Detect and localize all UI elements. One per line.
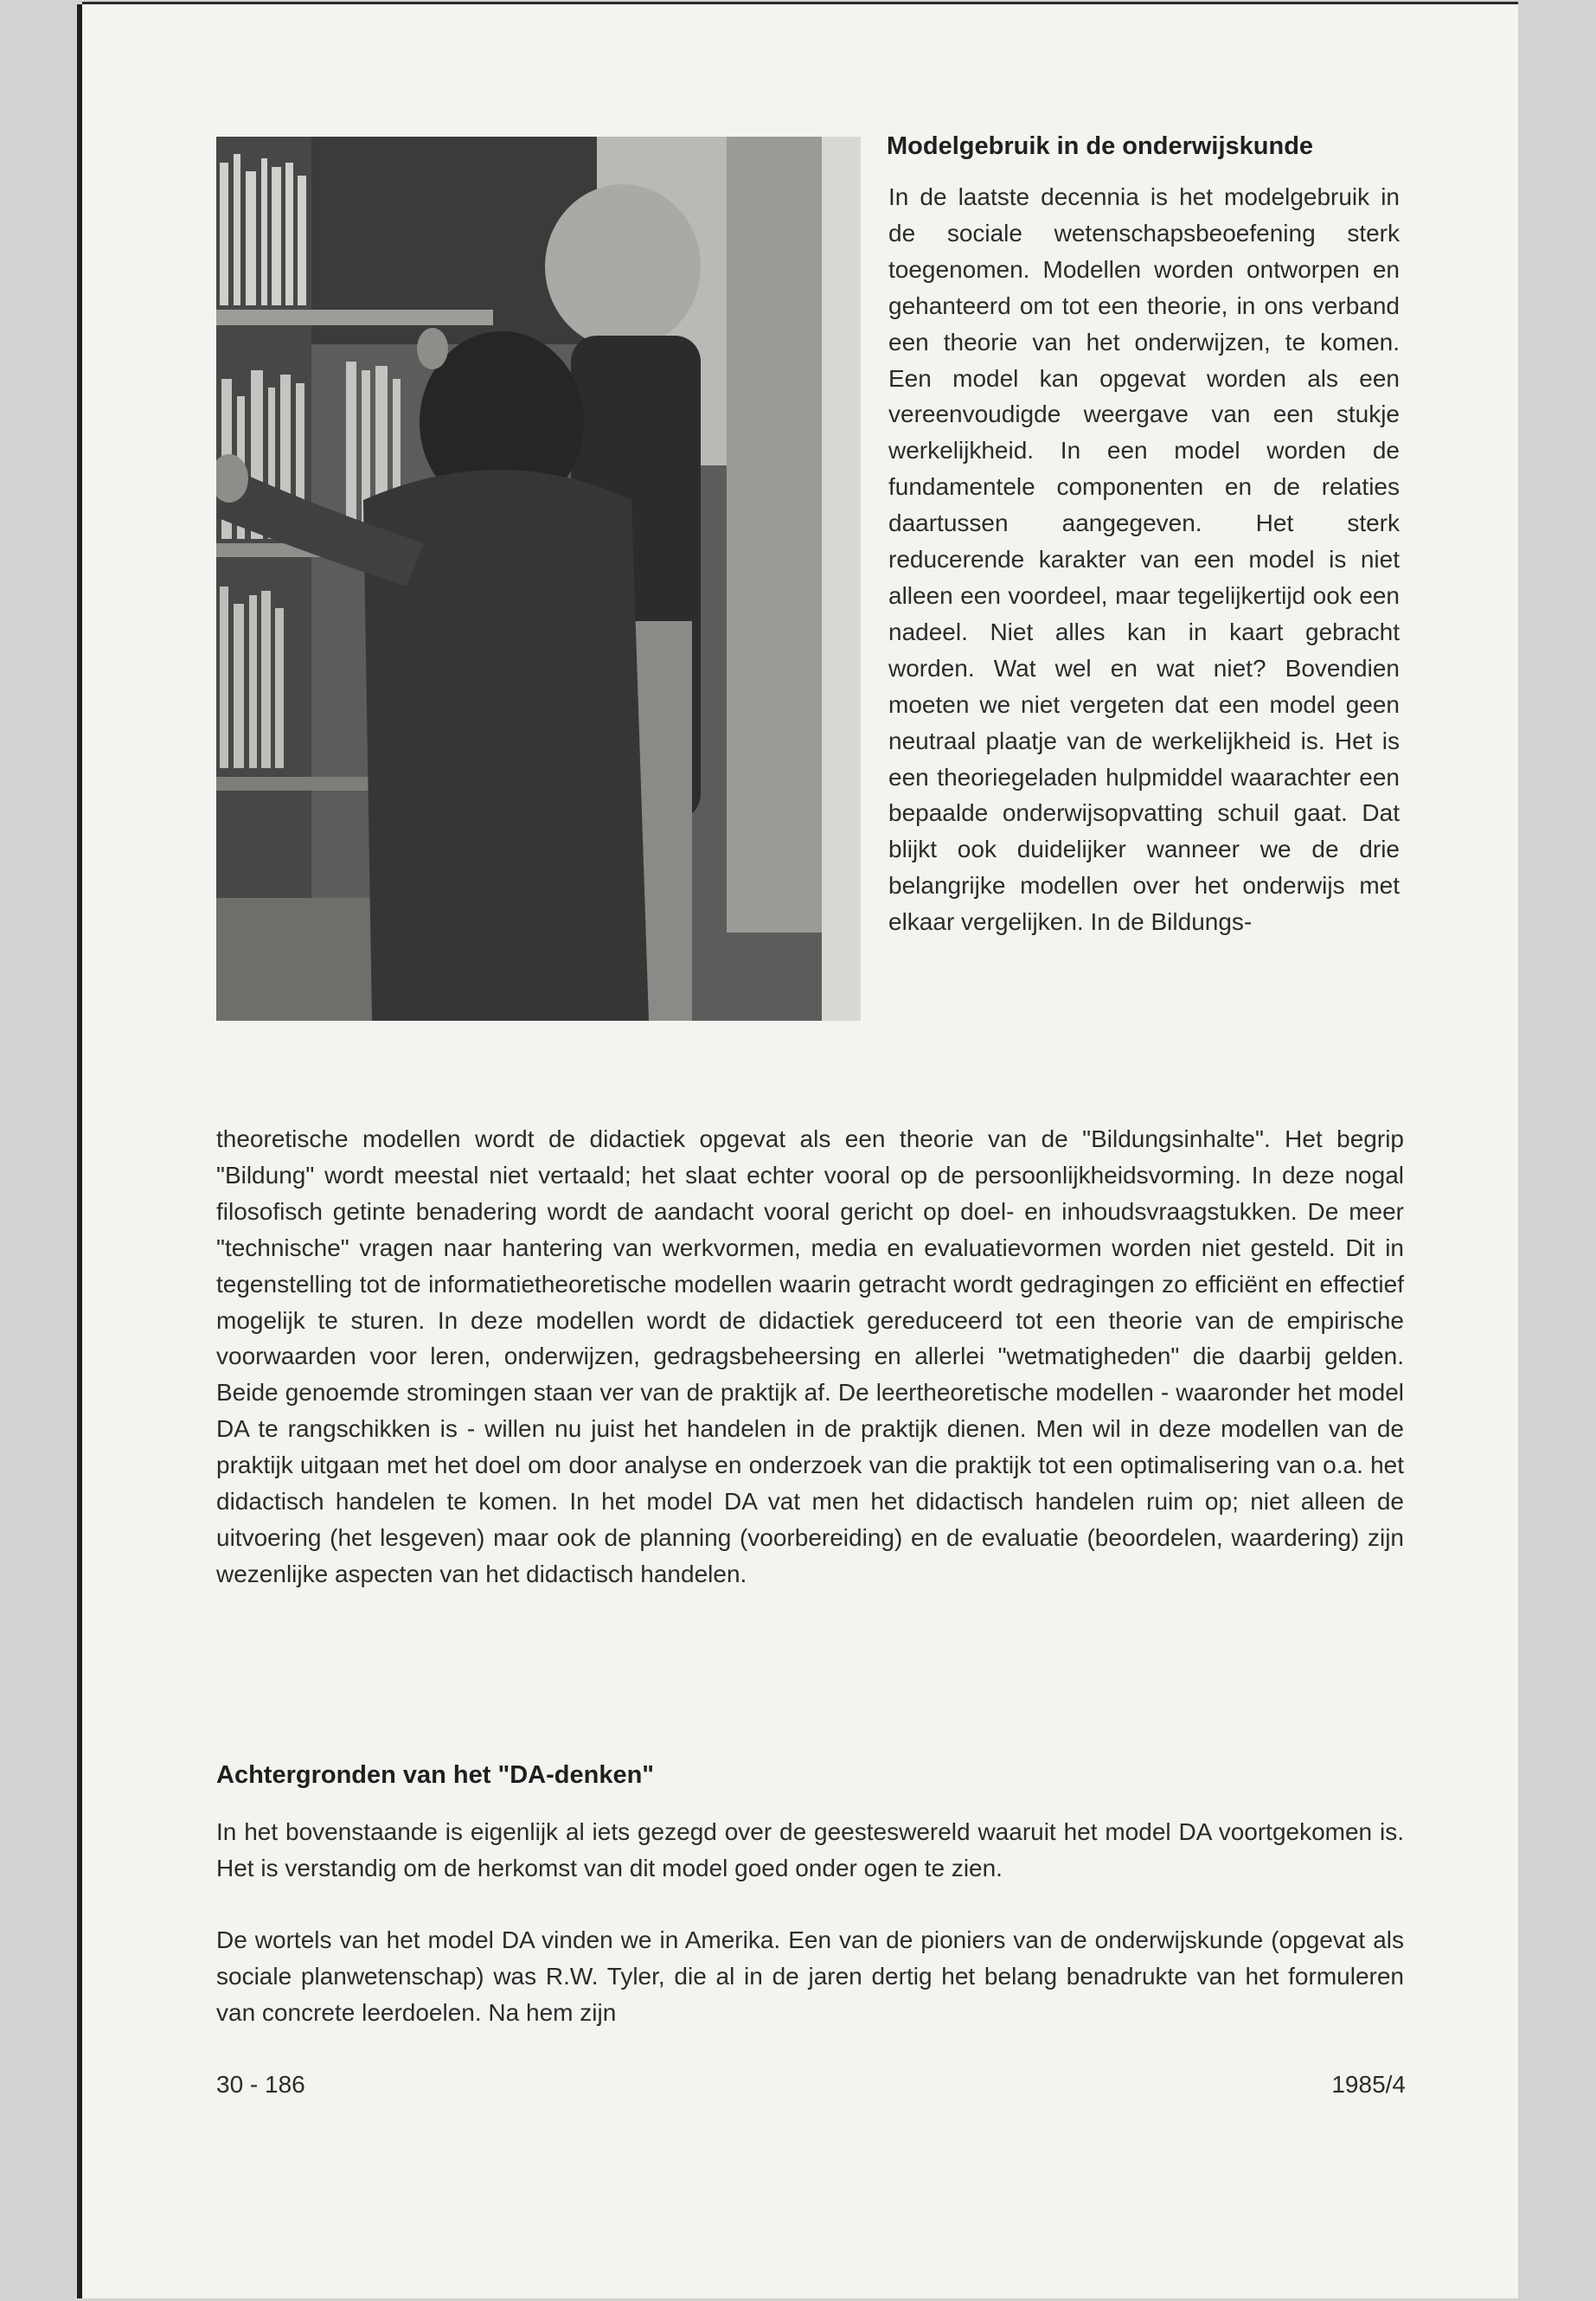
section-heading-achtergronden: Achtergronden van het "DA-denken" bbox=[216, 1761, 655, 1789]
section-heading-modelgebruik: Modelgebruik in de onderwijskunde bbox=[887, 132, 1314, 160]
page-number: 30 - 186 bbox=[216, 2071, 305, 2098]
body-text-full-width: theoretische modellen wordt de didactiek opgevat als een theorie van de "Bildungsinhalte". Het begrip "Bildung" wordt meestal niet vertaald; het slaat echter vooral op de persoonlijkheidsvorming. In deze nogal filosofisch getinte benadering wordt de aandacht vooral gericht op doel- en inhoudsvraagstukken. De meer "technische" vragen naar hantering van werkvormen, media en evaluatievormen worden niet gesteld. Dit in tegenstelling tot de informatietheoretische modellen waarin getracht wordt gedragingen zo efficiënt en effectief mogelijk te sturen. In deze modellen wordt de didactiek gereduceerd tot een theorie van de empirische voorwaarden voor leren, onderwijzen, gedragsbeheersing en allerlei "wetmatigheden" die daarbij gelden. Beide genoemde stromingen staan ver van de praktijk af. De leertheoretische modellen - waaronder het model DA te rangschikken is - willen nu juist het handelen in de praktijk dienen. Men wil in deze modellen van de praktijk uitgaan met het doel om door analyse en onderzoek van die praktijk tot een optimalisering van o.a. het didactisch handelen te komen. In het model DA vat men het didactisch handelen ruim op; niet alleen de uitvoering (het lesgeven) maar ook de planning (voorbereiding) en de evaluatie (beoordelen, waardering) zijn wezenlijke aspecten van het didactisch handelen. bbox=[216, 1125, 1404, 1587]
body-text-column: In de laatste decennia is het modelgebruik in de sociale wetenschapsbeoefening sterk toegenomen. Modellen worden ontworpen en gehanteerd om tot een theorie, in ons verband een theorie van het onderwijzen, te komen. Een model kan opgevat worden als een vereenvoudigde weergave van een stukje werkelijkheid. In een model worden de fundamentele componenten en de relaties daartussen aangegeven. Het sterk reducerende karakter van een model is niet alleen een voordeel, maar tegelijkertijd ook een nadeel. Niet alles kan in kaart gebracht worden. Wat wel en wat niet? Bovendien moeten we niet vergeten dat een model geen neutraal plaatje van de werkelijkheid is. Het is een theoriegeladen hulpmiddel waarachter een bepaalde onderwijsopvatting schuil gaat. Dat blijkt ook duidelijker wanneer we de drie belangrijke modellen over het onderwijs met elkaar vergelijken. In de Bildungs- bbox=[888, 183, 1400, 936]
body-paragraph: De wortels van het model DA vinden we in Amerika. Een van de pioniers van de onderwijskunde (opgevat als sociale planwetenschap) was R.W. Tyler, die al in de jaren dertig het belang benadrukte van het formuleren van concrete leerdoelen. Na hem zijn bbox=[216, 1926, 1404, 2026]
body-paragraph: In het bovenstaande is eigenlijk al iets gezegd over de geesteswereld waaruit het model DA voortgekomen is. Het is verstandig om de herkomst van dit model goed onder ogen te zien. bbox=[216, 1818, 1404, 1881]
library-photo bbox=[216, 137, 861, 1021]
issue-number: 1985/4 bbox=[1331, 2071, 1406, 2098]
